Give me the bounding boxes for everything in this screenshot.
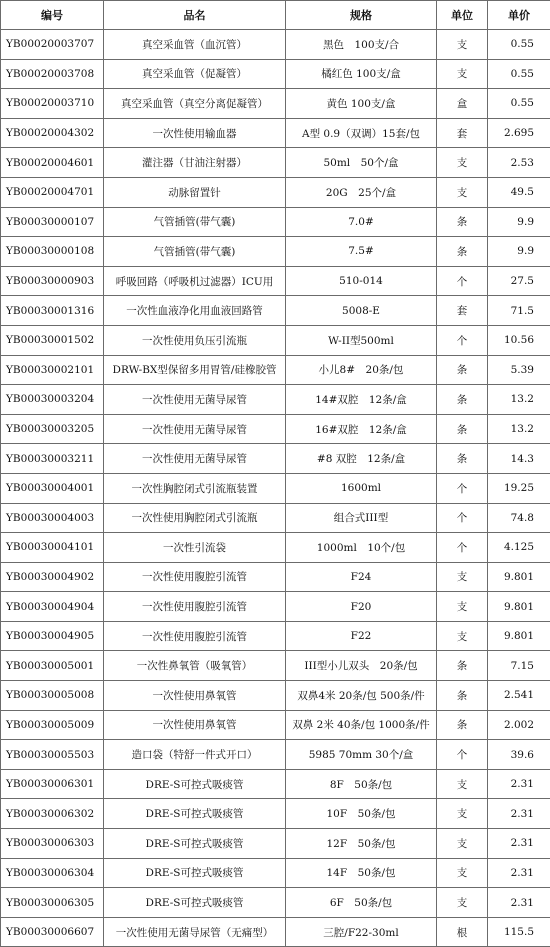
cell-name: 一次性使用输血器 [104,118,286,148]
table-row [1,237,550,267]
cell-price: 74.8 [488,503,550,533]
cell-spec: 10F 50条/包 [286,799,437,829]
cell-unit: 条 [437,651,488,681]
cell-spec: 14#双腔 12条/盒 [286,385,437,415]
cell-spec: 双鼻 2米 40条/包 1000条/件 [286,710,437,740]
cell-price: 14.3 [488,444,550,474]
cell-price: 19.25 [488,473,550,503]
cell-spec: 双鼻4米 20条/包 500条/件 [286,681,437,711]
table-row [1,533,550,563]
cell-unit: 支 [437,769,488,799]
cell-code: YB00030006301 [1,769,104,799]
header-code: 编号 [1,1,104,30]
cell-unit: 支 [437,858,488,888]
cell-price: 71.5 [488,296,550,326]
cell-spec: 小儿8# 20条/包 [286,355,437,385]
cell-unit: 条 [437,237,488,267]
cell-code: YB00030006303 [1,829,104,859]
cell-name: 一次性使用无菌导尿管（无痛型） [104,917,286,947]
table-row [1,888,550,918]
cell-unit: 支 [437,888,488,918]
cell-unit: 支 [437,621,488,651]
cell-name: DRE-S可控式吸痰管 [104,829,286,859]
cell-unit: 个 [437,473,488,503]
table-row [1,325,550,355]
cell-code: YB00030000108 [1,237,104,267]
cell-code: YB00020004701 [1,177,104,207]
cell-name: 呼吸回路（呼吸机过滤器）ICU用 [104,266,286,296]
table-row [1,710,550,740]
cell-unit: 支 [437,177,488,207]
cell-price: 39.6 [488,740,550,770]
cell-spec: 7.5# [286,237,437,267]
cell-code: YB00030001502 [1,325,104,355]
table-row [1,355,550,385]
cell-unit: 个 [437,503,488,533]
table-row [1,651,550,681]
table-row [1,592,550,622]
table-row [1,799,550,829]
cell-unit: 条 [437,385,488,415]
cell-spec: #8 双腔 12条/盒 [286,444,437,474]
cell-price: 2.31 [488,829,550,859]
header-name: 品名 [104,1,286,30]
cell-spec: 三腔/F22-30ml [286,917,437,947]
cell-code: YB00020004302 [1,118,104,148]
cell-unit: 支 [437,30,488,60]
cell-price: 9.801 [488,621,550,651]
table-row [1,177,550,207]
cell-spec: 1600ml [286,473,437,503]
cell-name: 一次性使用腹腔引流管 [104,562,286,592]
cell-name: 动脉留置针 [104,177,286,207]
cell-code: YB00030002101 [1,355,104,385]
cell-price: 0.55 [488,59,550,89]
cell-spec: 14F 50条/包 [286,858,437,888]
cell-name: 一次性鼻氧管（吸氧管） [104,651,286,681]
cell-unit: 支 [437,562,488,592]
cell-price: 2.541 [488,681,550,711]
cell-price: 2.31 [488,858,550,888]
cell-unit: 个 [437,266,488,296]
cell-spec: 7.0# [286,207,437,237]
cell-code: YB00030003205 [1,414,104,444]
table-row [1,385,550,415]
header-price: 单价 [488,1,550,30]
cell-unit: 支 [437,829,488,859]
table-row [1,266,550,296]
cell-spec: 12F 50条/包 [286,829,437,859]
cell-code: YB00030006304 [1,858,104,888]
table-row [1,59,550,89]
cell-unit: 根 [437,917,488,947]
cell-name: 气管插管(带气囊) [104,237,286,267]
table-row [1,621,550,651]
cell-price: 2.31 [488,799,550,829]
table-row [1,740,550,770]
cell-spec: 组合式III型 [286,503,437,533]
cell-name: 灌注器（甘油注射器） [104,148,286,178]
cell-unit: 条 [437,681,488,711]
header-row [1,1,550,30]
cell-price: 9.9 [488,207,550,237]
cell-code: YB00030006302 [1,799,104,829]
cell-unit: 支 [437,59,488,89]
cell-spec: 6F 50条/包 [286,888,437,918]
cell-price: 13.2 [488,414,550,444]
cell-code: YB00030004905 [1,621,104,651]
cell-code: YB00030006607 [1,917,104,947]
cell-name: 一次性使用腹腔引流管 [104,592,286,622]
table-row [1,296,550,326]
cell-spec: F24 [286,562,437,592]
cell-code: YB00030005009 [1,710,104,740]
cell-spec: 1000ml 10个/包 [286,533,437,563]
cell-price: 115.5 [488,917,550,947]
cell-unit: 条 [437,355,488,385]
cell-spec: 510-014 [286,266,437,296]
cell-spec: III型小儿双头 20条/包 [286,651,437,681]
table-row [1,444,550,474]
cell-name: 气管插管(带气囊) [104,207,286,237]
cell-unit: 套 [437,296,488,326]
cell-price: 2.002 [488,710,550,740]
table-row [1,829,550,859]
cell-code: YB00030003204 [1,385,104,415]
cell-price: 9.9 [488,237,550,267]
table-row [1,473,550,503]
cell-name: 一次性胸腔闭式引流瓶装置 [104,473,286,503]
cell-code: YB00030001316 [1,296,104,326]
table-row [1,414,550,444]
table-row [1,89,550,119]
cell-name: 造口袋（特舒一件式开口） [104,740,286,770]
cell-unit: 个 [437,325,488,355]
table-row [1,207,550,237]
cell-name: 一次性使用负压引流瓶 [104,325,286,355]
cell-price: 9.801 [488,562,550,592]
cell-code: YB00030005008 [1,681,104,711]
cell-price: 9.801 [488,592,550,622]
cell-code: YB00030000903 [1,266,104,296]
cell-price: 2.31 [488,769,550,799]
cell-name: DRE-S可控式吸痰管 [104,888,286,918]
cell-unit: 条 [437,207,488,237]
table-row [1,858,550,888]
cell-name: 真空采血管（真空分离促凝管） [104,89,286,119]
cell-code: YB00030006305 [1,888,104,918]
cell-price: 10.56 [488,325,550,355]
cell-code: YB00020003710 [1,89,104,119]
cell-spec: 橘红色 100支/盒 [286,59,437,89]
cell-code: YB00030004003 [1,503,104,533]
cell-code: YB00030005503 [1,740,104,770]
cell-unit: 条 [437,710,488,740]
cell-unit: 个 [437,533,488,563]
cell-price: 0.55 [488,89,550,119]
cell-name: 一次性使用胸腔闭式引流瓶 [104,503,286,533]
cell-spec: F20 [286,592,437,622]
cell-spec: F22 [286,621,437,651]
cell-price: 0.55 [488,30,550,60]
cell-price: 2.53 [488,148,550,178]
cell-code: YB00030004001 [1,473,104,503]
cell-code: YB00030005001 [1,651,104,681]
table-row [1,681,550,711]
table-row [1,118,550,148]
cell-name: DRE-S可控式吸痰管 [104,858,286,888]
table-row [1,917,550,947]
cell-spec: 16#双腔 12条/盒 [286,414,437,444]
cell-spec: 黑色 100支/合 [286,30,437,60]
table-row [1,562,550,592]
header-unit: 单位 [437,1,488,30]
header-spec: 规格 [286,1,437,30]
table-row [1,148,550,178]
cell-name: 一次性使用鼻氧管 [104,710,286,740]
cell-unit: 支 [437,148,488,178]
cell-price: 5.39 [488,355,550,385]
cell-spec: 5008-E [286,296,437,326]
cell-name: DRE-S可控式吸痰管 [104,769,286,799]
cell-name: 一次性使用鼻氧管 [104,681,286,711]
cell-price: 2.31 [488,888,550,918]
cell-code: YB00030004904 [1,592,104,622]
cell-unit: 支 [437,799,488,829]
cell-price: 7.15 [488,651,550,681]
cell-price: 27.5 [488,266,550,296]
cell-name: 真空采血管（促凝管） [104,59,286,89]
table-row [1,503,550,533]
cell-name: 一次性使用无菌导尿管 [104,444,286,474]
cell-name: 一次性引流袋 [104,533,286,563]
cell-code: YB00030000107 [1,207,104,237]
cell-price: 2.695 [488,118,550,148]
cell-code: YB00030003211 [1,444,104,474]
cell-unit: 支 [437,592,488,622]
cell-unit: 盒 [437,89,488,119]
cell-name: 一次性使用无菌导尿管 [104,385,286,415]
cell-name: 一次性使用无菌导尿管 [104,414,286,444]
cell-spec: 50ml 50个/盒 [286,148,437,178]
cell-spec: 8F 50条/包 [286,769,437,799]
cell-code: YB00030004902 [1,562,104,592]
cell-unit: 条 [437,414,488,444]
cell-spec: W-II型500ml [286,325,437,355]
cell-unit: 条 [437,444,488,474]
cell-code: YB00020004601 [1,148,104,178]
cell-unit: 个 [437,740,488,770]
cell-code: YB00020003708 [1,59,104,89]
cell-code: YB00030004101 [1,533,104,563]
cell-name: DRE-S可控式吸痰管 [104,799,286,829]
cell-spec: 5985 70mm 30个/盒 [286,740,437,770]
cell-name: 一次性血液净化用血液回路管 [104,296,286,326]
cell-name: 真空采血管（血沉管） [104,30,286,60]
cell-code: YB00020003707 [1,30,104,60]
cell-price: 4.125 [488,533,550,563]
cell-spec: 黄色 100支/盒 [286,89,437,119]
cell-spec: A型 0.9（双调）15套/包 [286,118,437,148]
cell-price: 13.2 [488,385,550,415]
cell-unit: 套 [437,118,488,148]
table-body [1,30,550,947]
cell-price: 49.5 [488,177,550,207]
table-row [1,30,550,60]
cell-name: DRW-BX型保留多用胃管/硅橡胶管 [104,355,286,385]
cell-name: 一次性使用腹腔引流管 [104,621,286,651]
table-row [1,769,550,799]
cell-spec: 20G 25个/盒 [286,177,437,207]
